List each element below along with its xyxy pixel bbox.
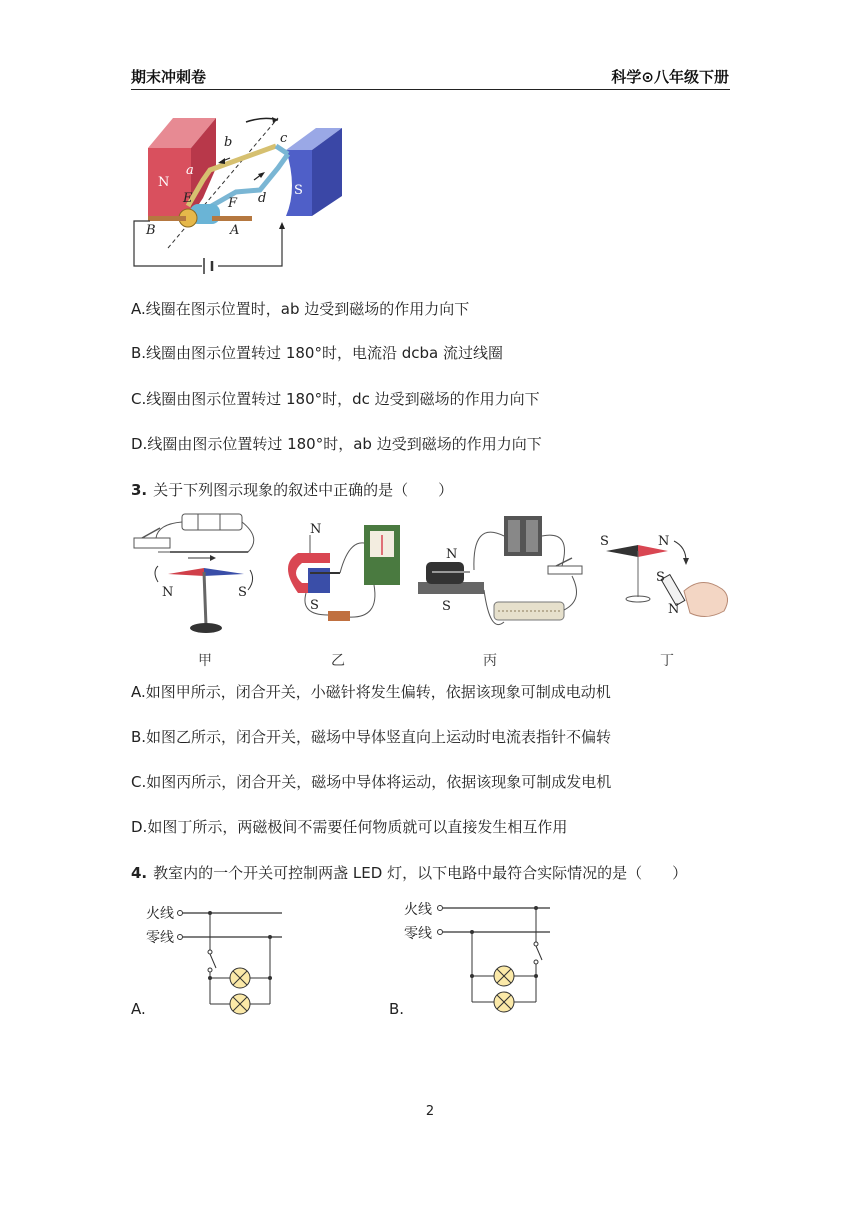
- q4-stem: [131, 862, 687, 883]
- brush-a: [212, 216, 252, 221]
- page-number: 2: [425, 1104, 435, 1119]
- q3-text: 关于下列图示现象的叙述中正确的是（ ）: [153, 481, 454, 499]
- circuit-b-live-label: 火线: [404, 902, 432, 918]
- caption-bing: 丙: [483, 653, 497, 669]
- bing-switch: [548, 566, 582, 574]
- q3-figure-yi: [270, 515, 410, 633]
- coil-side-bc: [276, 146, 288, 154]
- ding-needle-s: [606, 545, 638, 557]
- u-magnet-s-pole: [308, 577, 330, 593]
- switch-base: [134, 538, 170, 548]
- circuit-a-switch: [210, 954, 216, 968]
- label-n: N: [158, 175, 170, 190]
- q3-stem: [131, 479, 453, 500]
- jia-label-s: S: [238, 585, 247, 600]
- compass-stand: [204, 572, 206, 626]
- q3-option-c: C.如图丙所示，闭合开关，磁场中导体将运动，依据该现象可制成发电机: [131, 773, 612, 791]
- label-b: b: [224, 135, 233, 150]
- ding-magnet-label-n: N: [668, 602, 680, 617]
- bing-label-s: S: [442, 599, 451, 614]
- q3-figure-ding: [598, 535, 736, 627]
- label-big-a: A: [230, 223, 240, 238]
- bing-label-n: N: [446, 547, 458, 562]
- circuit-a-neutral-label: 零线: [146, 930, 174, 946]
- compass-base: [190, 623, 222, 633]
- rheostat: [494, 602, 564, 620]
- ding-label-n: N: [658, 535, 670, 549]
- header-left-title: 期末冲刺卷: [131, 68, 207, 86]
- label-d: d: [258, 191, 267, 206]
- label-e: E: [183, 191, 193, 206]
- q2-option-d: D.线圈由图示位置转过 180°时，ab 边受到磁场的作用力向下: [131, 435, 542, 453]
- caption-yi: 乙: [331, 653, 345, 669]
- hand: [684, 582, 728, 616]
- label-c: c: [280, 131, 288, 146]
- q3-option-d: D.如图丁所示，两磁极间不需要任何物质就可以直接发生相互作用: [131, 818, 568, 836]
- header-right-title: 科学⊙八年级下册: [611, 68, 729, 86]
- yi-label-s: S: [310, 598, 319, 613]
- q2-option-a: A.线圈在图示位置时，ab 边受到磁场的作用力向下: [131, 300, 470, 318]
- circuit-b-switch: [536, 946, 542, 960]
- circuit-wire-right: [218, 226, 282, 266]
- label-big-b: B: [146, 223, 156, 238]
- q3-figure-jia: [128, 508, 263, 640]
- brush-b: [148, 216, 186, 221]
- label-f: F: [228, 196, 238, 211]
- label-a: a: [186, 163, 194, 178]
- motor-diagram: [128, 108, 350, 274]
- compass-needle-s: [204, 568, 244, 576]
- q2-option-c: C.线圈由图示位置转过 180°时，dc 边受到磁场的作用力向下: [131, 390, 540, 408]
- yi-switch: [328, 611, 350, 621]
- q3-figure-bing: [412, 510, 592, 638]
- q3-option-b: B.如图乙所示，闭合开关，磁场中导体竖直向上运动时电流表指针不偏转: [131, 728, 612, 746]
- q2-option-b: B.线圈由图示位置转过 180°时，电流沿 dcba 流过线圈: [131, 344, 503, 362]
- jia-label-n: N: [162, 585, 174, 600]
- yi-label-n: N: [310, 522, 322, 537]
- header-rule: [131, 89, 730, 90]
- q4-option-a-label: A.: [131, 1000, 146, 1018]
- q4-circuit-b: [400, 896, 560, 1020]
- ding-label-s: S: [600, 535, 609, 549]
- caption-jia: 甲: [198, 653, 212, 669]
- wire-jia: [158, 522, 254, 552]
- q4-number: 4.: [131, 864, 148, 882]
- q4-circuit-a: [140, 898, 290, 1020]
- circuit-wire-left: [134, 221, 202, 266]
- q3-option-a: A.如图甲所示，闭合开关，小磁针将发生偏转，依据该现象可制成电动机: [131, 683, 611, 701]
- label-s: S: [294, 183, 303, 198]
- q3-number: 3.: [131, 481, 148, 499]
- caption-ding: 丁: [660, 653, 674, 669]
- circuit-b-neutral-label: 零线: [404, 926, 432, 942]
- circuit-a-live-label: 火线: [146, 906, 174, 922]
- q4-text: 教室内的一个开关可控制两盏 LED 灯，以下电路中最符合实际情况的是（ ）: [153, 864, 688, 882]
- ding-magnet-label-s: S: [656, 570, 665, 585]
- battery-box: [182, 514, 242, 530]
- q4-option-b-label: B.: [389, 1000, 405, 1018]
- compass-needle-n: [168, 568, 204, 576]
